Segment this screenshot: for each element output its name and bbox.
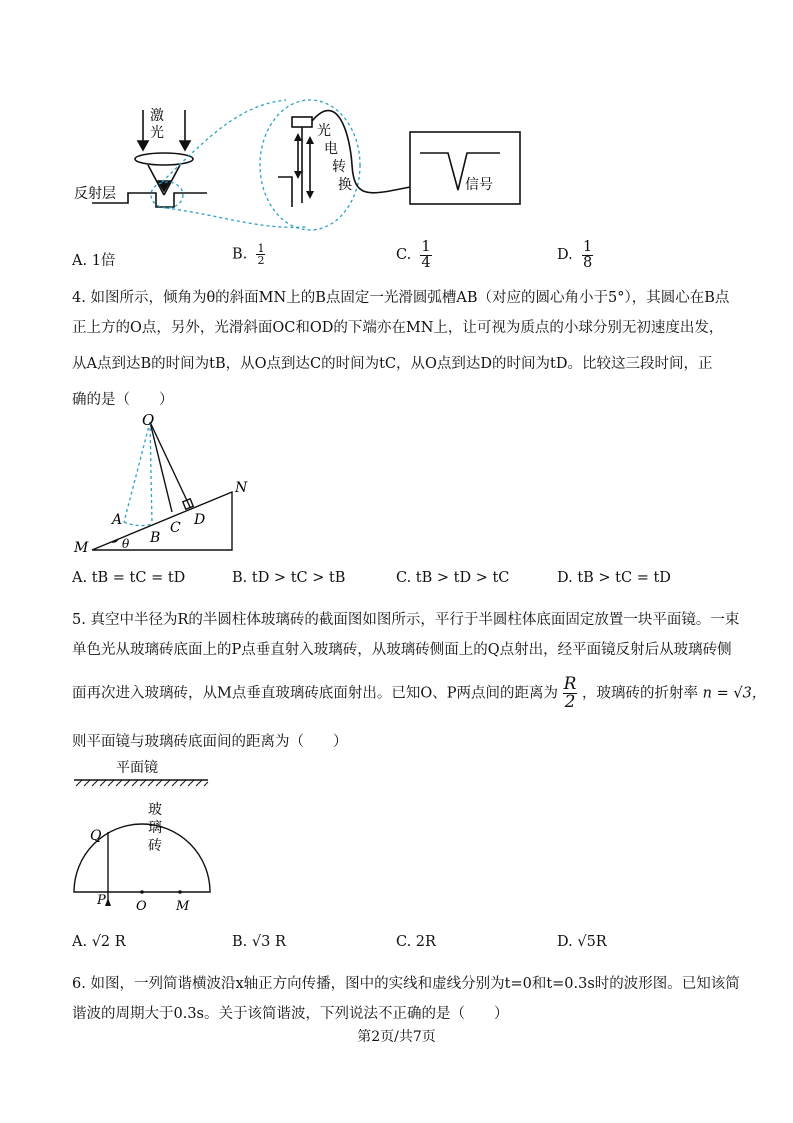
q5-line-1: 5. 真空中半径为R的半圆柱体玻璃砖的截面图如图所示，平行于半圆柱体底面固定放置一块平面镜。一束	[72, 612, 740, 628]
q6-line-1: 6. 如图，一列简谐横波沿x轴正方向传播，图中的实线和虚线分别为t=0和t=0.3s时的波形图。已知该简	[72, 976, 740, 992]
q4-line-1: 4. 如图所示，倾角为θ的斜面MN上的B点固定一光滑圆弧槽AB（对应的圆心角小于5°），其圆心在B点	[72, 290, 730, 306]
q4-option-d[interactable]: D. tB > tC = tD	[557, 570, 671, 586]
q4-line-2: 正上方的O点，另外，光滑斜面OC和OD的下端亦在MN上，让可视为质点的小球分别无初速度出发，	[72, 320, 724, 336]
q5-line-2: 单色光从玻璃砖底面上的P点垂直射入玻璃砖，从玻璃砖侧面上的Q点射出，经平面镜反射后从玻璃砖侧	[72, 642, 732, 658]
label-P: P	[97, 893, 106, 908]
label-A: A	[112, 512, 123, 528]
q6-line-2: 谐波的周期大于0.3s。关于该简谐波，下列说法不正确的是（ ）	[72, 1006, 509, 1022]
laser-label: 激光	[150, 108, 164, 141]
q3-option-b-den: 2	[257, 254, 265, 267]
q4-option-c[interactable]: C. tB > tD > tC	[396, 570, 510, 586]
q4-option-a[interactable]: A. tB = tC = tD	[72, 570, 186, 586]
q5-option-c[interactable]: C. 2R	[396, 934, 436, 950]
q5-option-b[interactable]: B. √3 R	[232, 934, 286, 950]
q3-option-a[interactable]: A. 1倍	[72, 253, 116, 269]
q5-option-d[interactable]: D. √5R	[557, 934, 607, 950]
laser-disc-figure	[70, 95, 530, 235]
label-M5: M	[176, 899, 190, 914]
glass-label: 玻璃砖	[148, 802, 162, 854]
q4-line-4: 确的是（ ）	[72, 392, 174, 408]
label-O5: O	[136, 899, 147, 914]
q3-option-c-num: 1	[421, 239, 431, 255]
q4-option-b[interactable]: B. tD > tC > tB	[232, 570, 346, 586]
label-D: D	[194, 512, 206, 528]
q5-line-3-n: n = √3，	[702, 685, 767, 702]
q4-line-3: 从A点到达B的时间为tB，从O点到达C的时间为tC，从O点到达D的时间为tD。比较这三段时间，正	[72, 356, 713, 372]
q5-line-4: 则平面镜与玻璃砖底面间的距离为（ ）	[72, 734, 348, 750]
q5-frac-den: 2	[564, 692, 576, 712]
label-theta: θ	[122, 537, 130, 551]
page-footer: 第2页/共7页	[357, 1029, 436, 1045]
label-Q: Q	[90, 828, 102, 844]
glass-figure	[70, 752, 230, 917]
q5-line-3-a: 面再次进入玻璃砖，从M点垂直玻璃砖底面射出。已知O、P两点间的距离为	[72, 685, 558, 702]
converter-label: 光电转换	[317, 123, 352, 193]
q3-option-d-den: 8	[582, 254, 593, 271]
q3-option-d-prefix: D.	[557, 247, 573, 263]
q3-option-d[interactable]	[557, 240, 593, 270]
label-O: O	[142, 412, 155, 429]
incline-figure	[72, 412, 272, 557]
q5-line-3	[72, 676, 766, 711]
q5-frac-num: R	[563, 674, 577, 694]
q3-option-c[interactable]	[396, 240, 432, 270]
label-C: C	[170, 520, 181, 536]
label-M: M	[74, 540, 89, 556]
signal-label: 信号	[465, 177, 493, 193]
q3-option-b[interactable]	[232, 243, 265, 266]
q3-option-b-prefix: B.	[232, 246, 248, 263]
label-N: N	[235, 480, 248, 496]
q3-option-c-prefix: C.	[396, 247, 412, 263]
q3-option-b-num: 1	[257, 242, 265, 255]
q5-line-3-b: ，玻璃砖的折射率	[582, 685, 699, 702]
reflect-label: 反射层	[74, 186, 116, 202]
q3-option-c-den: 4	[421, 254, 431, 271]
q3-option-d-num: 1	[582, 239, 593, 255]
q5-option-a[interactable]: A. √2 R	[72, 934, 126, 950]
label-B: B	[150, 530, 161, 546]
mirror-label: 平面镜	[116, 760, 158, 776]
